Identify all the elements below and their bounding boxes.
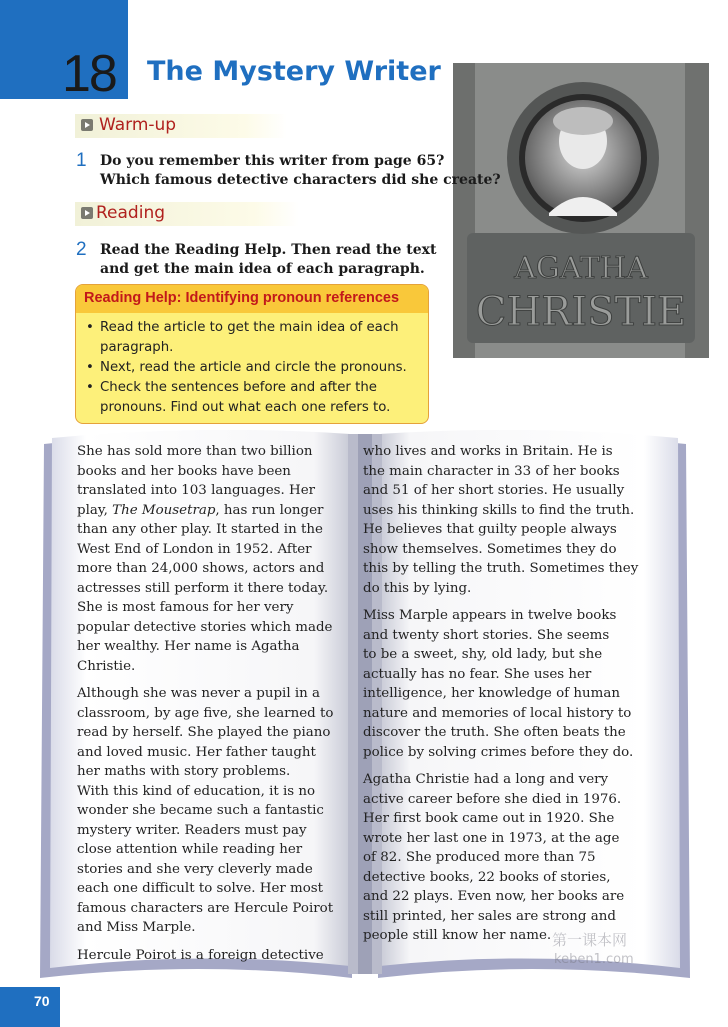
- question-number-2: 2: [76, 239, 87, 260]
- warmup-label: Warm-up: [99, 115, 177, 135]
- unit-number: 18: [62, 45, 116, 103]
- article-line: intelligence, her knowledge of human: [363, 686, 620, 701]
- article-paragraph: [363, 442, 638, 598]
- article-line: discover the truth. She often beats the: [363, 725, 626, 740]
- article-line: wonder she became such a fantastic: [77, 803, 324, 818]
- article-line: police by solving crimes before they do.: [363, 744, 634, 760]
- warmup-section-bar: [75, 114, 287, 138]
- article-line: She has sold more than two billion: [77, 444, 313, 459]
- article-line: Hercule Poirot is a foreign detective: [77, 947, 324, 963]
- article-line: this by telling the truth. Sometimes they: [363, 561, 639, 576]
- unit-title: The Mystery Writer: [147, 56, 441, 87]
- article-line: more than 24,000 shows, actors and: [77, 561, 325, 576]
- article-paragraph: [77, 946, 333, 966]
- article-line: of 82. She produced more than 75: [363, 850, 596, 865]
- reading-section-bar: [75, 202, 299, 226]
- article-line: translated into 103 languages. Her: [77, 483, 316, 498]
- article-line: do this by lying.: [363, 580, 472, 596]
- article-line: Although she was never a pupil in a: [77, 686, 321, 701]
- warmup-question-line: Do you remember this writer from page 65?: [100, 153, 445, 169]
- article-left-page: [77, 442, 333, 973]
- article-line: popular detective stories which made: [77, 619, 333, 635]
- article-line-fragment: play,: [77, 502, 113, 518]
- article-line: and Miss Marple.: [77, 920, 196, 935]
- article-line: close attention while reading her: [77, 842, 303, 857]
- help-item: [86, 378, 407, 418]
- article-line: famous characters are Hercule Poirot: [77, 900, 334, 916]
- article-line: Miss Marple appears in twelve books: [363, 608, 617, 623]
- reading-question-line: Read the Reading Help. Then read the text: [100, 242, 437, 258]
- reading-question-line: and get the main idea of each paragraph.: [100, 261, 425, 277]
- reading-help-header: [76, 285, 428, 313]
- article-paragraph: [77, 442, 333, 676]
- article-line: than any other play. It started in the: [77, 522, 323, 537]
- article-line: and 51 of her short stories. He usually: [363, 483, 625, 498]
- article-line: actresses still perform it there today.: [77, 580, 329, 596]
- reading-label: Reading: [96, 203, 166, 223]
- article-right-page: [363, 442, 638, 954]
- reading-help-title: Reading Help: Identifying pronoun references: [84, 290, 400, 306]
- play-tag-icon: [81, 119, 93, 131]
- article-paragraph: [363, 770, 638, 946]
- watermark-line: 第一课本网: [552, 931, 628, 949]
- help-item-line: pronouns. Find out what each one refers to.: [100, 400, 391, 415]
- article-line: and 22 plays. Even now, her books are: [363, 889, 625, 904]
- help-item: [86, 318, 407, 358]
- article-line: She is most famous for her very: [77, 600, 294, 615]
- reading-question: [100, 241, 436, 279]
- article-line: her maths with story problems.: [77, 764, 291, 779]
- plaque-line2-text: CHRISTIE: [475, 289, 687, 335]
- article-line: uses his thinking skills to find the truth.: [363, 502, 635, 518]
- article-line: stories and she very cleverly made: [77, 861, 313, 877]
- warmup-question-line: Which famous detective characters did she create?: [100, 172, 501, 188]
- article-line: people still know her name.: [363, 928, 552, 943]
- reading-help-box: [75, 284, 429, 424]
- help-item-line: paragraph.: [100, 340, 174, 355]
- article-line: He believes that guilty people always: [363, 522, 617, 537]
- article-line: each one difficult to solve. Her most: [77, 881, 324, 896]
- agatha-christie-plaque-photo: [453, 63, 709, 358]
- help-item: [86, 358, 407, 378]
- warmup-question: [100, 152, 501, 190]
- article-line: West End of London in 1952. After: [77, 541, 312, 557]
- play-title: The Mousetrap: [112, 502, 216, 518]
- article-line: books and her books have been: [77, 463, 291, 479]
- article-line: who lives and works in Britain. He is: [363, 444, 613, 459]
- plaque-illustration: [453, 63, 709, 358]
- article-line: nature and memories of local history to: [363, 705, 632, 721]
- play-tag-icon: [81, 207, 93, 219]
- article-line: to be a sweet, shy, old lady, but she: [363, 647, 603, 662]
- article-line: actually has no fear. She uses her: [363, 666, 592, 682]
- reading-help-list: [86, 318, 407, 418]
- article-line-fragment: , has run longer: [215, 502, 324, 518]
- article-line: mystery writer. Readers must pay: [77, 822, 307, 838]
- article-line: Agatha Christie had a long and very: [363, 772, 609, 787]
- help-item-line: Check the sentences before and after the: [100, 380, 377, 395]
- article-line: classroom, by age five, she learned to: [77, 705, 334, 721]
- page-number: 70: [34, 993, 50, 1009]
- article-line: and loved music. Her father taught: [77, 744, 316, 760]
- article-line: show themselves. Sometimes they do: [363, 541, 617, 557]
- article-line: read by herself. She played the piano: [77, 725, 331, 740]
- article-line: Her first book came out in 1920. She: [363, 811, 615, 826]
- watermark: [552, 930, 634, 970]
- page-number-box: [0, 987, 60, 1027]
- article-line: and twenty short stories. She seems: [363, 627, 610, 643]
- watermark-line: keben1.com: [554, 952, 634, 967]
- article-paragraph: [363, 606, 638, 762]
- article-paragraph: [77, 684, 333, 938]
- plaque-line1-text: AGATHA: [514, 251, 648, 286]
- article-line: With this kind of education, it is no: [77, 783, 316, 799]
- article-line: detective books, 22 books of stories,: [363, 869, 611, 885]
- article-line: active career before she died in 1976.: [363, 791, 622, 807]
- article-line: the main character in 33 of her books: [363, 463, 620, 479]
- help-item-line: Read the article to get the main idea of each: [100, 320, 399, 335]
- article-line: still printed, her sales are strong and: [363, 908, 616, 924]
- article-line: Christie.: [77, 658, 136, 674]
- question-number-1: 1: [76, 150, 87, 171]
- help-item-line: Next, read the article and circle the pronouns.: [100, 360, 407, 375]
- article-line: her wealthy. Her name is Agatha: [77, 639, 300, 654]
- article-line: wrote her last one in 1973, at the age: [363, 830, 620, 846]
